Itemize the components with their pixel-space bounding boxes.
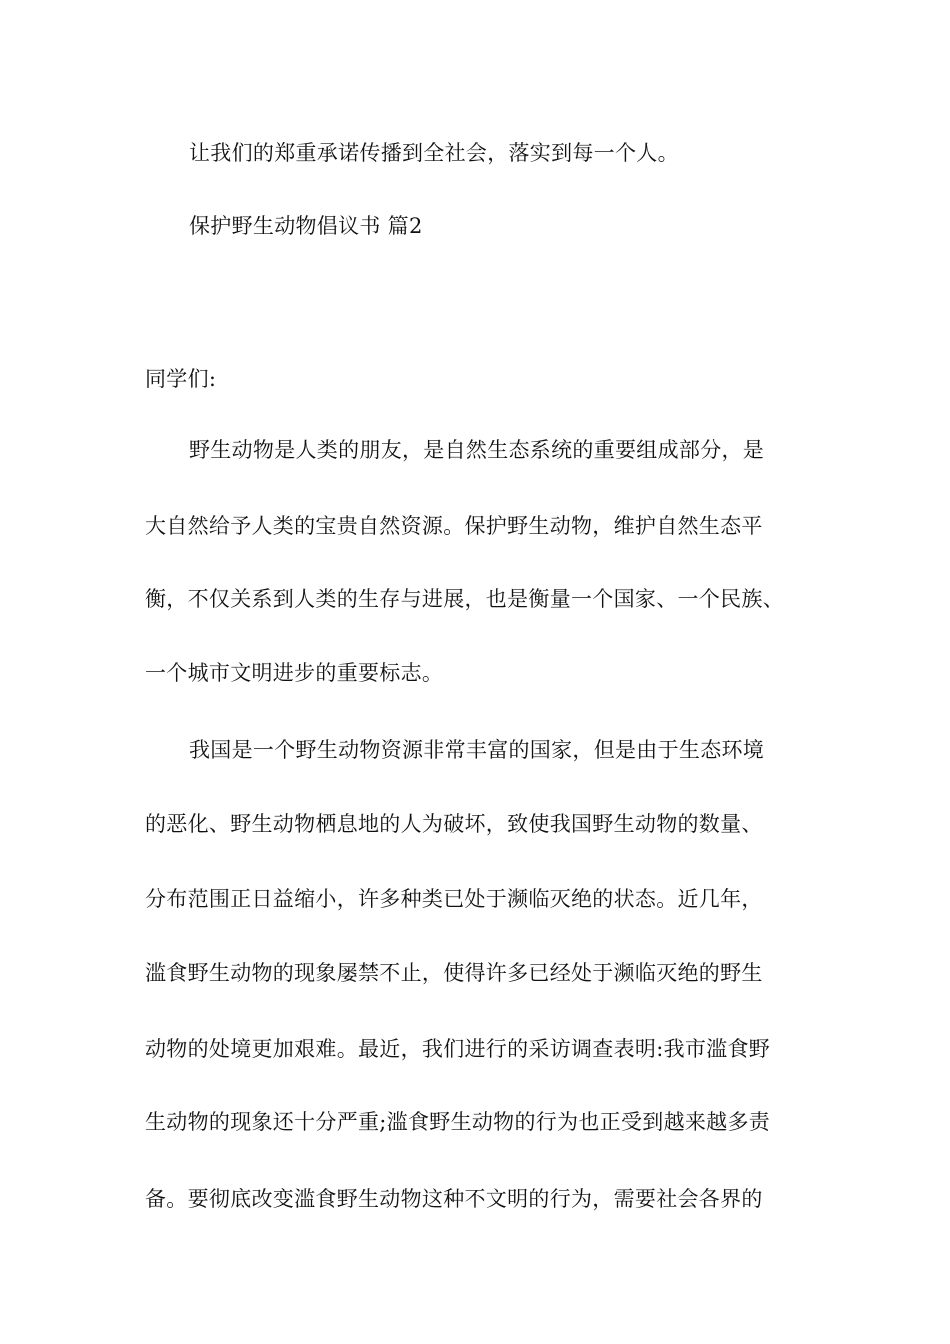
paragraph-line: 大自然给予人类的宝贵自然资源。保护野生动物，维护自然生态平 (145, 514, 763, 538)
paragraph-line: 备。要彻底改变滥食野生动物这种不文明的行为，需要社会各界的 (145, 1187, 763, 1211)
paragraph-line: 动物的处境更加艰难。最近，我们进行的采访调查表明:我市滥食野 (145, 1037, 771, 1061)
paragraph-line: 衡，不仅关系到人类的生存与进展，也是衡量一个国家、一个民族、 (145, 587, 784, 611)
section-heading: 保护野生动物倡议书 篇2 (189, 214, 423, 238)
paragraph-line: 的恶化、野生动物栖息地的人为破坏，致使我国野生动物的数量、 (145, 812, 763, 836)
paragraph-line: 一个城市文明进步的重要标志。 (145, 661, 444, 685)
salutation: 同学们: (145, 367, 217, 391)
paragraph-line: 生动物的现象还十分严重;滥食野生动物的行为也正受到越来越多责 (145, 1110, 771, 1134)
paragraph-line: 分布范围正日益缩小，许多种类已处于濒临灭绝的状态。近几年， (145, 887, 763, 911)
paragraph-line: 让我们的郑重承诺传播到全社会，落实到每一个人。 (189, 141, 679, 165)
paragraph-line: 滥食野生动物的现象屡禁不止，使得许多已经处于濒临灭绝的野生 (145, 961, 763, 985)
paragraph-line: 我国是一个野生动物资源非常丰富的国家，但是由于生态环境 (189, 738, 765, 762)
paragraph-line: 野生动物是人类的朋友，是自然生态系统的重要组成部分，是 (189, 438, 765, 462)
